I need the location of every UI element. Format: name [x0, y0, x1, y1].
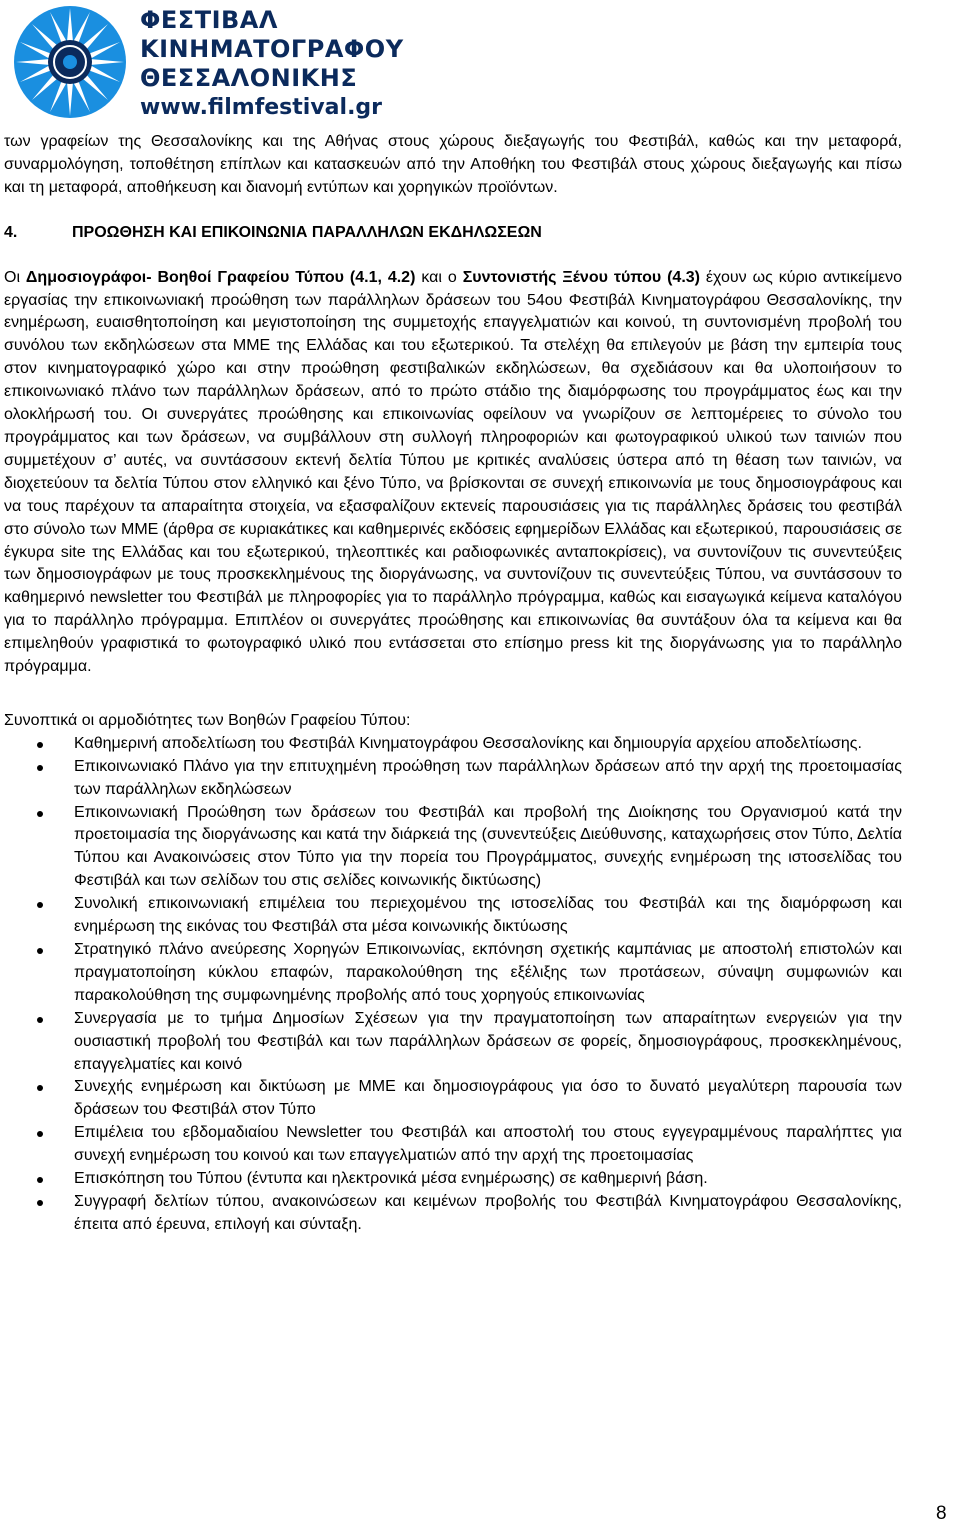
section-heading [4, 222, 902, 245]
section-title: ΠΡΟΩΘΗΣΗ ΚΑΙ ΕΠΙΚΟΙΝΩΝΙΑ ΠΑΡΑΛΛΗΛΩΝ ΕΚΔΗΛΩΣΕΩΝ [72, 223, 542, 241]
section-number: 4. [4, 223, 18, 241]
main-paragraph-middle: και ο [415, 268, 463, 286]
logo-url: www.filmfestival.gr [140, 95, 383, 120]
logo-line-3: ΘΕΣΣΑΛΟΝΙΚΗΣ [140, 64, 358, 92]
bullet-icon [37, 1200, 43, 1206]
festival-sun-logo-icon [8, 4, 132, 120]
responsibilities-list [4, 733, 902, 1237]
list-item [4, 1122, 902, 1168]
main-paragraph-rest: έχουν ως κύριο αντικείμενο εργασίας την επικοινωνιακή προώθηση των παράλληλων δράσεων του 54ου Φεστιβάλ Κινηματογράφου Θεσσαλονίκης, την ενημέρωση, ευαισθητοποίηση και μεγιστοποίηση της συμμετοχής επαγγελματιών και κοινού, τη συντονισμένη προβολή του συνόλου των εκδηλώσεων στα ΜΜΕ της Ελλάδας και του εξωτερικού. Τα στελέχη θα επιλεγούν με βάση την εμπειρία τους στον κινηματογραφικό χώρο και στην προώθηση φεστιβαλικών εκδηλώσεων, θα σχεδιάσουν και θα υλοποιήσουν το επικοινωνιακό πλάνο των παράλληλων δράσεων, από το πρώτο στάδιο της διαμόρφωσης του προγράμματος έως και την ολοκλήρωσή του. Οι συνεργάτες προώθησης και επικοινωνίας οφείλουν να γνωρίζουν σε λεπτομέρειες το σύνολο του προγράμματος και των δράσεων, να συμβάλλουν στη συλλογή πληροφοριών και φωτογραφικού υλικού των ταινιών που συμμετέχουν σ’ αυτές, να συντάσσουν εκτενή δελτία Τύπου με κριτικές αναλύσεις ύστερα από τη θέαση των ταινιών, να διοχετεύουν τα δελτία Τύπου στον ελληνικό και ξένο Τύπο, να βρίσκονται σε συνεχή επικοινωνία με τους δημοσιογράφους και να τους παρέχουν τα απαραίτητα στοιχεία, να εξασφαλίζουν εκτενείς παρουσιάσεις για τις παράλληλες δράσεις του φεστιβάλ στο σύνολο των ΜΜΕ (άρθρα σε κυριακάτικες και καθημερινές εκδόσεις εφημερίδων Ελλάδας και εξωτερικού, παρουσιάσεις σε έγκυρα site της Ελλάδας και του εξωτερικού, τηλεοπτικές και ραδιοφωνικές ανταποκρίσεις), να συντονίζουν τις συνεντεύξεις των δημοσιογράφων με τους προσκεκλημένους της διοργάνωσης, να συντονίζουν τις συνεντεύξεις Τύπου, να συντάσσουν το καθημερινό newsletter του Φεστιβάλ με πληροφορίες για το παράλληλο πρόγραμμα, καθώς και εισαγωγικά κείμενα καταλόγου για το παράλληλο πρόγραμμα. Επιπλέον οι συνεργάτες προώθησης και επικοινωνίας θα συντάξουν όλα τα κείμενα και θα επιμεληθούν γραφιστικά το φωτογραφικό υλικό που εντάσσεται στο επίσημο press kit της διοργάνωσης για το παράλληλο πρόγραμμα. [4, 268, 902, 676]
bullet-icon [37, 1177, 43, 1183]
list-item-text: Συνεχής ενημέρωση και δικτύωση με ΜΜΕ και δημοσιογράφους για όσο το δυνατό μεγαλύτερη παρουσία των δράσεων του Φεστιβάλ στον Τύπο [74, 1078, 902, 1119]
bullet-icon [37, 1017, 43, 1023]
list-item [4, 802, 902, 894]
list-item [4, 939, 902, 1008]
bullet-icon [37, 811, 43, 817]
list-item-text: Επιμέλεια του εβδομαδιαίου Newsletter του Φεστιβάλ και αποστολή του στους εγγεγραμμένους παραλήπτες για συνεχή ενημέρωση του κοινού και των επαγγελματιών από την αρχή της προετοιμασίας [74, 1124, 902, 1165]
bullet-icon [37, 742, 43, 748]
list-item [4, 756, 902, 802]
list-item-text: Στρατηγικό πλάνο ανεύρεσης Χορηγών Επικοινωνίας, εκπόνηση σχετικής καμπάνιας με αποστολή επιστολών και πραγματοποίηση κύκλου επαφών, παρακολούθηση της εξέλιξης των προτάσεων, σύναψη συμφωνιών και παρακολούθηση της συμφωνημένης προβολής από τους χορηγούς επικοινωνίας [74, 941, 902, 1004]
list-item-text: Συνεργασία με το τμήμα Δημοσίων Σχέσεων για την πραγματοποίηση των απαραίτητων ενεργειών για την ουσιαστική προβολή του Φεστιβάλ και των παράλληλων δράσεων σε φορείς, δημοσιογράφους, προσκεκλημένους, επαγγελματίες και κοινό [74, 1009, 902, 1073]
bullet-icon [37, 765, 43, 771]
page-header [0, 0, 960, 122]
list-item-text: Επισκόπηση του Τύπου (έντυπα και ηλεκτρονικά μέσα ενημέρωσης) σε καθημερινή βάση. [74, 1170, 708, 1188]
list-item [4, 1191, 902, 1237]
list-item [4, 1168, 902, 1191]
list-item [4, 733, 902, 756]
logo-line-1: ΦΕΣΤΙΒΑΛ [140, 6, 278, 34]
foreign-press-coordinator-role: Συντονιστής Ξένου τύπου (4.3) [462, 268, 700, 286]
main-paragraph-prefix: Οι [4, 268, 26, 286]
list-item [4, 1076, 902, 1122]
bullet-icon [37, 1085, 43, 1091]
document-body [4, 131, 902, 1237]
bullet-icon [37, 902, 43, 908]
list-item-text: Καθημερινή αποδελτίωση του Φεστιβάλ Κινηματογράφου Θεσσαλονίκης και δημιουργία αρχείου αποδελτίωσης. [74, 734, 862, 752]
list-item [4, 893, 902, 939]
bullet-icon [37, 948, 43, 954]
festival-logo-text [140, 6, 404, 122]
bullet-icon [37, 1131, 43, 1137]
press-assistants-role: Δημοσιογράφοι- Βοηθοί Γραφείου Τύπου (4.1, 4.2) [25, 268, 416, 286]
list-item [4, 1008, 902, 1077]
page-number: 8 [936, 1503, 947, 1524]
main-paragraph [4, 267, 902, 679]
list-item-text: Συνολική επικοινωνιακή επιμέλεια του περιεχομένου της ιστοσελίδας του Φεστιβάλ και της διαμόρφωση και ενημέρωση της εικόνας του Φεστιβάλ στα μέσα κοινωνικής δικτύωσης [74, 895, 902, 936]
summary-heading: Συνοπτικά οι αρμοδιότητες των Βοηθών Γραφείου Τύπου: [4, 711, 411, 729]
list-item-text: Επικοινωνιακή Προώθηση των δράσεων του Φεστιβάλ και προβολή της Διοίκησης του Οργανισμού κατά την προετοιμασία της διοργάνωσης και κατά την διάρκειά της (συνεντεύξεις Διεύθυνσης, καταχωρήσεις στον Τύπο, Δελτία Τύπου και Ανακοινώσεις στον Τύπο για την πορεία του Προγράμματος, συνεχής ενημέρωση της ιστοσελίδας του Φεστιβάλ και των σελίδων του στις σελίδες κοινωνικής δικτύωσης) [74, 803, 902, 890]
list-item-text: Συγγραφή δελτίων τύπου, ανακοινώσεων και κειμένων προβολής του Φεστιβάλ Κινηματογράφου Θεσσαλονίκης, έπειτα από έρευνα, επιλογή και σύνταξη. [74, 1192, 902, 1233]
logo-line-2: ΚΙΝΗΜΑΤΟΓΡΑΦΟΥ [140, 35, 404, 63]
intro-paragraph: των γραφείων της Θεσσαλονίκης και της Αθήνας στους χώρους διεξαγωγής του Φεστιβάλ, καθώς και την μεταφορά, συναρμολόγηση, τοποθέτηση επίπλων και κατασκευών από την Αποθήκη του Φεστιβάλ στους χώρους διεξαγωγής και πίσω και τη μεταφορά, αποθήκευση και διανομή εντύπων και χορηγικών προϊόντων. [4, 133, 902, 196]
list-item-text: Επικοινωνιακό Πλάνο για την επιτυχημένη προώθηση των παράλληλων δράσεων από την αρχή της προετοιμασίας των παράλληλων εκδηλώσεων [74, 757, 902, 798]
